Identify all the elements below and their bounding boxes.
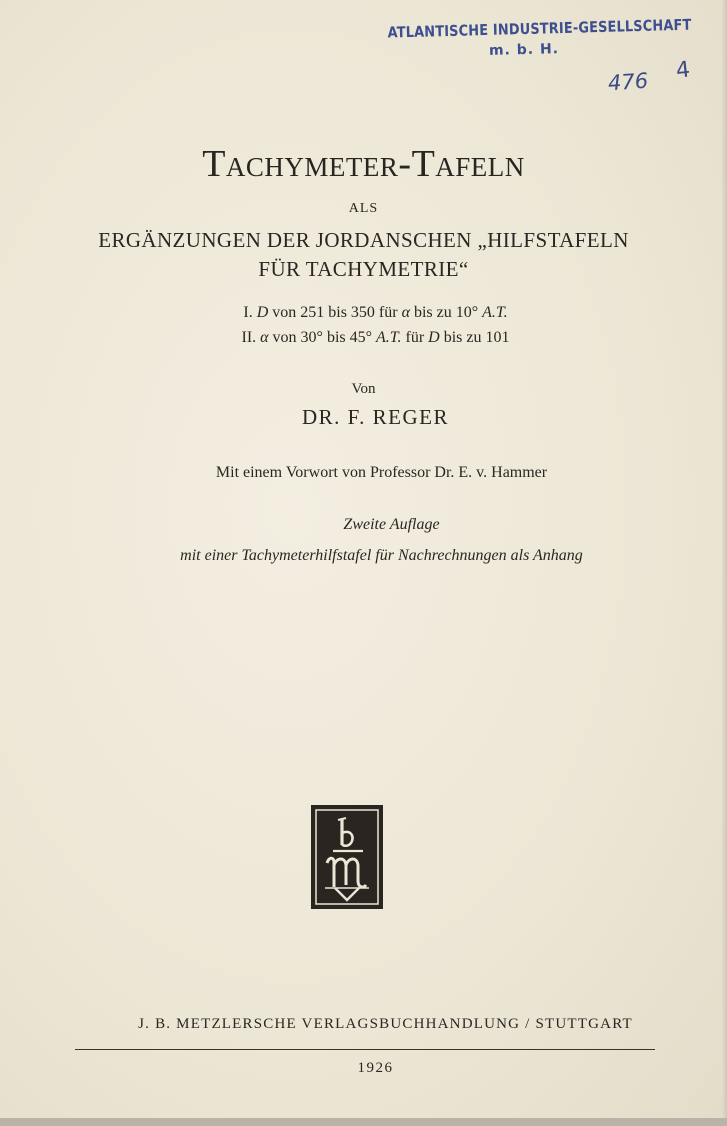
appendix-note: mit einer Tachymeterhilfstafel für Nachrechnungen als Anhang xyxy=(180,547,583,564)
publisher-name: J. B. METZLERSCHE VERLAGSBUCHHANDLUNG / STUTTGART xyxy=(138,1016,633,1032)
stamp-company-name: ATLANTISCHE INDUSTRIE-GESELLSCHAFT xyxy=(387,15,692,42)
handwritten-number: 476 xyxy=(607,68,649,96)
divider xyxy=(75,1049,655,1050)
publisher-monogram-icon xyxy=(311,805,383,909)
title-connector: ALS xyxy=(348,201,379,216)
foreword-credit: Mit einem Vorwort von Professor Dr. E. v. Hammer xyxy=(215,464,548,481)
book-title: Tachymeter-Tafeln xyxy=(202,143,525,185)
subtitle-line-2: FÜR TACHYMETRIE“ xyxy=(258,257,469,281)
stamp-company-suffix: m. b. H. xyxy=(488,41,560,59)
handwritten-mark: 4 xyxy=(674,57,692,84)
table-range-1: I. D von 251 bis 350 für α bis zu 10° A.T. xyxy=(243,304,508,321)
author-name: DR. F. REGER xyxy=(301,405,449,429)
page-edge-bottom xyxy=(0,1118,727,1126)
edition-label: Zweite Auflage xyxy=(343,516,440,533)
table-range-2: II. α von 30° bis 45° A.T. für D bis zu 101 xyxy=(241,329,510,346)
by-label: Von xyxy=(351,381,376,397)
publication-year: 1926 xyxy=(357,1060,394,1076)
subtitle-line-1: ERGÄNZUNGEN DER JORDANSCHEN „HILFSTAFELN xyxy=(98,228,629,252)
